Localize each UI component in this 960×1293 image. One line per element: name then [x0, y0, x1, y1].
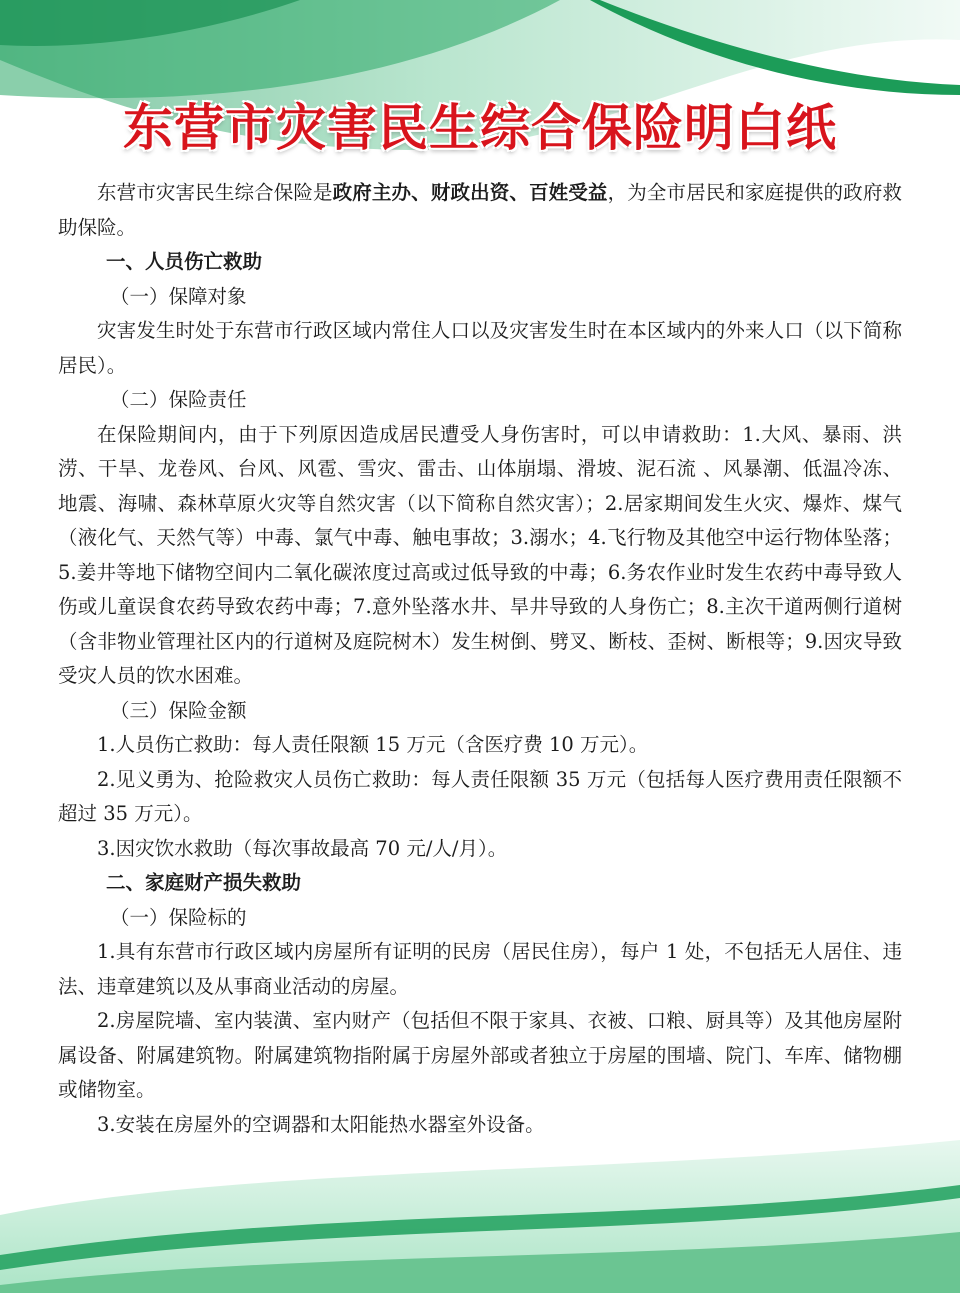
section1-sub3-heading: （三）保险金额: [110, 698, 247, 722]
section1-sub2-text: 在保险期间内，由于下列原因造成居民遭受人身伤害时，可以申请救助：1.大风、暴雨、洪涝、干旱、龙卷风、台风、风雹、雪灾、雷击、山体崩塌、滑坡、泥石流 、风暴潮、低温冷冻、地震、海啸、森林草原火灾等自然灾害（以下简称自然灾害）；2.居家期间发生火灾、爆炸、煤气（液化气、天然气等）中毒、氯气中毒、触电事故；3.溺水；4.飞行物及其他空中运行物体坠落；5.姜井等地下储物空间内二氧化碳浓度过高或过低导致的中毒；6.务农作业时发生农药中毒导致人伤或儿童误食农药导致农药中毒；7.意外坠落水井、旱井导致的人身伤亡；8.主次干道两侧行道树（含非物业管理社区内的行道树及庭院树木）发生树倒、劈叉、断枝、歪树、断根等；9.因灾导致受灾人员的饮水困难。: [58, 422, 902, 687]
list-item: 2.房屋院墙、室内装潢、室内财产（包括但不限于家具、衣被、口粮、厨具等）及其他房屋附属设备、附属建筑物。附属建筑物指附属于房屋外部或者独立于房屋的围墙、院门、车库、储物棚或储物室。: [58, 1009, 902, 1101]
intro-paragraph: [58, 176, 902, 245]
list-item: 2.见义勇为、抢险救灾人员伤亡救助：每人责任限额 35 万元（包括每人医疗费用责任限额不超过 35 万元）。: [58, 767, 902, 825]
page-title: 东营市灾害民生综合保险明白纸: [123, 99, 837, 157]
section1-heading: 一、人员伤亡救助: [106, 250, 263, 273]
intro-text-before: 东营市灾害民生综合保险是: [97, 181, 333, 204]
list-item: 3.安装在房屋外的空调器和太阳能热水器室外设备。: [97, 1112, 545, 1136]
section1-sub2-heading: （二）保险责任: [110, 388, 247, 411]
intro-text-after: ，为全市居民和家庭提供的政府救助保险。: [58, 181, 902, 239]
section1-sub1-text: 灾害发生时处于东营市行政区域内常住人口以及灾害发生时在本区域内的外来人口（以下简称居民）。: [58, 319, 902, 377]
list-item: 3.因灾饮水救助（每次事故最高 70 元/人/月）。: [97, 836, 508, 860]
list-item: 1.具有东营市行政区域内房屋所有证明的民房（居民住房），每户 1 处，不包括无人居住、违法、违章建筑以及从事商业活动的房屋。: [58, 940, 902, 998]
intro-text-bold: 政府主办、财政出资、百姓受益: [332, 181, 608, 204]
section2-heading: 二、家庭财产损失救助: [106, 871, 302, 894]
list-item: 1.人员伤亡救助：每人责任限额 15 万元（含医疗费 10 万元）。: [97, 733, 649, 756]
document-body: [58, 176, 902, 1142]
section2-sub1-heading: （一）保险标的: [110, 905, 247, 929]
section1-sub1-heading: （一）保障对象: [110, 284, 247, 308]
